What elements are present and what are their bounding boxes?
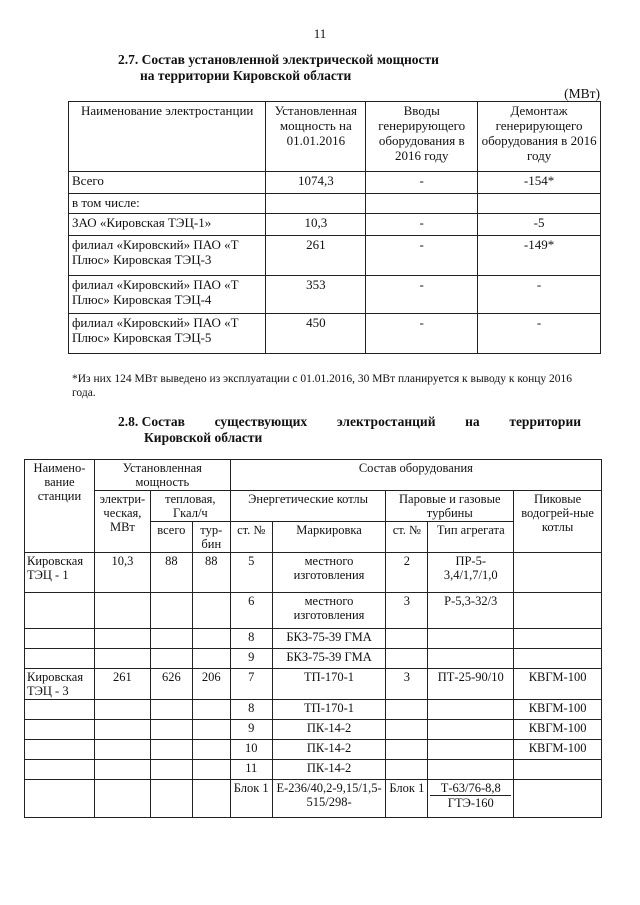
table-row [25, 553, 602, 593]
table-cell [25, 740, 95, 760]
unit-label: (МВт) [564, 86, 600, 101]
column-header: Энергетические котлы [230, 491, 386, 522]
table-cell: ПР-5-3,4/1,7/1,0 [428, 553, 514, 593]
column-header: ст. № [386, 522, 428, 553]
table-cell: -154* [478, 172, 601, 194]
table-cell [428, 740, 514, 760]
table-cell [192, 780, 230, 818]
table-cell: Р-5,3-32/3 [428, 593, 514, 629]
table-cell: 8 [230, 629, 272, 649]
column-header: Наименование электростанции [69, 102, 266, 172]
unit-type-line: ГТЭ-160 [447, 796, 494, 810]
table-cell [428, 649, 514, 669]
footnote: *Из них 124 МВт выведено из эксплуатации с 01.01.2016, 30 МВт планируется к выводу к концу 2016 года. [72, 373, 573, 399]
table-cell: 10,3 [266, 214, 366, 236]
section-2-7-title-line2: на территории Кировской области [140, 68, 352, 83]
table-cell [150, 720, 192, 740]
table-cell: Всего [69, 172, 266, 194]
table-row [25, 780, 602, 818]
table-cell: Блок 1 [386, 780, 428, 818]
installed-capacity-table [68, 101, 601, 354]
table-cell: 10 [230, 740, 272, 760]
title-word: территории [509, 414, 581, 429]
table-cell [266, 194, 366, 214]
table-cell: - [478, 276, 601, 314]
column-header: всего [150, 522, 192, 553]
table-cell: - [478, 314, 601, 354]
column-header: электри-ческая, МВт [94, 491, 150, 553]
table-cell [25, 629, 95, 649]
table-cell [150, 649, 192, 669]
table-cell: КВГМ-100 [514, 700, 602, 720]
table-row [25, 649, 602, 669]
table-cell: КВГМ-100 [514, 669, 602, 700]
table-row [25, 760, 602, 780]
table-cell: 261 [266, 236, 366, 276]
table-cell: ПК-14-2 [272, 740, 386, 760]
table-cell: - [366, 172, 478, 194]
table-cell: -5 [478, 214, 601, 236]
table-header-row [25, 491, 602, 522]
table-row [69, 194, 601, 214]
table-cell: 261 [94, 669, 150, 700]
table-cell: филиал «Кировский» ПАО «Т Плюс» Кировская ТЭЦ-3 [69, 236, 266, 276]
table-cell [150, 740, 192, 760]
table-cell: 1074,3 [266, 172, 366, 194]
table-cell [514, 760, 602, 780]
table-row [25, 720, 602, 740]
table-cell: - [366, 214, 478, 236]
table-cell: 7 [230, 669, 272, 700]
table-cell: ПТ-25-90/10 [428, 669, 514, 700]
table-cell [386, 720, 428, 740]
table-cell: БКЗ-75-39 ГМА [272, 649, 386, 669]
table-row [25, 740, 602, 760]
unit-type-line: Т-63/76-8,8 [430, 781, 511, 796]
table-cell: ТП-170-1 [272, 669, 386, 700]
table-cell: 8 [230, 700, 272, 720]
table-cell: ЗАО «Кировская ТЭЦ-1» [69, 214, 266, 236]
table-cell [366, 194, 478, 214]
table-cell: местного изготовления [272, 553, 386, 593]
table-cell: 5 [230, 553, 272, 593]
column-header: Паровые и газовые турбины [386, 491, 514, 522]
column-header: Пиковые водогрей-ные котлы [514, 491, 602, 553]
table-cell: ПК-14-2 [272, 760, 386, 780]
table-cell: 626 [150, 669, 192, 700]
section-2-8-title [118, 414, 581, 446]
table-cell: ПК-14-2 [272, 720, 386, 740]
title-word: 2.8. Состав [118, 414, 185, 429]
table-cell [150, 700, 192, 720]
table-cell: 3 [386, 669, 428, 700]
column-header: тепловая, Гкал/ч [150, 491, 230, 522]
page-number: 11 [313, 26, 327, 41]
title-word: электростанций [336, 414, 436, 429]
table-cell: филиал «Кировский» ПАО «Т Плюс» Кировская ТЭЦ-5 [69, 314, 266, 354]
table-cell [25, 593, 95, 629]
table-cell: ТП-170-1 [272, 700, 386, 720]
column-header: тур-бин [192, 522, 230, 553]
table-cell: 6 [230, 593, 272, 629]
table-cell [192, 720, 230, 740]
table-cell [192, 760, 230, 780]
column-header: Установленная мощность [94, 460, 230, 491]
table-cell [386, 700, 428, 720]
table-row [69, 276, 601, 314]
table-cell [514, 780, 602, 818]
table-cell: - [366, 236, 478, 276]
section-2-7-title [118, 52, 588, 84]
table-cell [25, 780, 95, 818]
column-header: Вводы генерирующего оборудования в 2016 году [366, 102, 478, 172]
table-cell: 2 [386, 553, 428, 593]
table-cell [192, 629, 230, 649]
table-cell [428, 700, 514, 720]
table-cell: -149* [478, 236, 601, 276]
table-row [25, 700, 602, 720]
table-row [69, 236, 601, 276]
table-header-row [25, 460, 602, 491]
table-row [25, 593, 602, 629]
table-cell [428, 629, 514, 649]
table-cell [150, 593, 192, 629]
power-stations-table [24, 459, 602, 818]
column-header: Установленная мощность на 01.01.2016 [266, 102, 366, 172]
table-cell [386, 760, 428, 780]
table-cell [514, 553, 602, 593]
table-cell [192, 593, 230, 629]
table-cell [150, 780, 192, 818]
table-cell: 88 [150, 553, 192, 593]
table-cell: 3 [386, 593, 428, 629]
table-cell [94, 760, 150, 780]
table-cell: 353 [266, 276, 366, 314]
table-cell: 11 [230, 760, 272, 780]
column-header: ст. № [230, 522, 272, 553]
table-cell [514, 649, 602, 669]
table-cell: БКЗ-75-39 ГМА [272, 629, 386, 649]
table-row [25, 629, 602, 649]
table-cell [94, 740, 150, 760]
table-cell: - [366, 276, 478, 314]
table-row [69, 172, 601, 194]
table-cell [514, 629, 602, 649]
table-cell: 450 [266, 314, 366, 354]
column-header: Тип агрегата [428, 522, 514, 553]
table-cell: - [366, 314, 478, 354]
table-cell [192, 700, 230, 720]
table-cell: КВГМ-100 [514, 740, 602, 760]
table-cell: 10,3 [94, 553, 150, 593]
table-cell [94, 629, 150, 649]
table-cell: 88 [192, 553, 230, 593]
table-cell [94, 593, 150, 629]
table-row [69, 214, 601, 236]
table-cell [386, 629, 428, 649]
table-cell: Е-236/40,2-9,15/1,5-515/298- [272, 780, 386, 818]
table-cell: Кировская ТЭЦ - 3 [25, 669, 95, 700]
table-cell [150, 629, 192, 649]
table-cell [94, 780, 150, 818]
column-header: Демонтаж генерирующего оборудования в 2016 году [478, 102, 601, 172]
table-cell [386, 740, 428, 760]
table-cell [25, 700, 95, 720]
table-cell: 206 [192, 669, 230, 700]
column-header: Состав оборудования [230, 460, 601, 491]
table-cell: Блок 1 [230, 780, 272, 818]
table-cell: филиал «Кировский» ПАО «Т Плюс» Кировская ТЭЦ-4 [69, 276, 266, 314]
table-row [69, 314, 601, 354]
section-2-8-title-line2: Кировской области [144, 430, 263, 445]
table-cell [428, 760, 514, 780]
table-cell [386, 649, 428, 669]
table-cell [94, 700, 150, 720]
table-cell [25, 649, 95, 669]
table-cell: в том числе: [69, 194, 266, 214]
column-header: Наимено-вание станции [25, 460, 95, 553]
table-cell: КВГМ-100 [514, 720, 602, 740]
table-row [25, 669, 602, 700]
table-cell [192, 649, 230, 669]
table-cell [478, 194, 601, 214]
title-word: существующих [214, 414, 308, 429]
table-cell [514, 593, 602, 629]
table-cell [25, 760, 95, 780]
table-cell: местного изготовления [272, 593, 386, 629]
column-header: Маркировка [272, 522, 386, 553]
table-cell [428, 780, 514, 818]
table-cell [150, 760, 192, 780]
section-2-7-title-line1: 2.7. Состав установленной электрической мощности [118, 52, 439, 67]
table-cell [428, 720, 514, 740]
table-cell [94, 649, 150, 669]
table-cell [192, 740, 230, 760]
table-cell [25, 720, 95, 740]
table-header-row [69, 102, 601, 172]
title-word: на [465, 414, 480, 429]
table-cell: 9 [230, 649, 272, 669]
table-cell [94, 720, 150, 740]
table-cell: Кировская ТЭЦ - 1 [25, 553, 95, 593]
table-cell: 9 [230, 720, 272, 740]
